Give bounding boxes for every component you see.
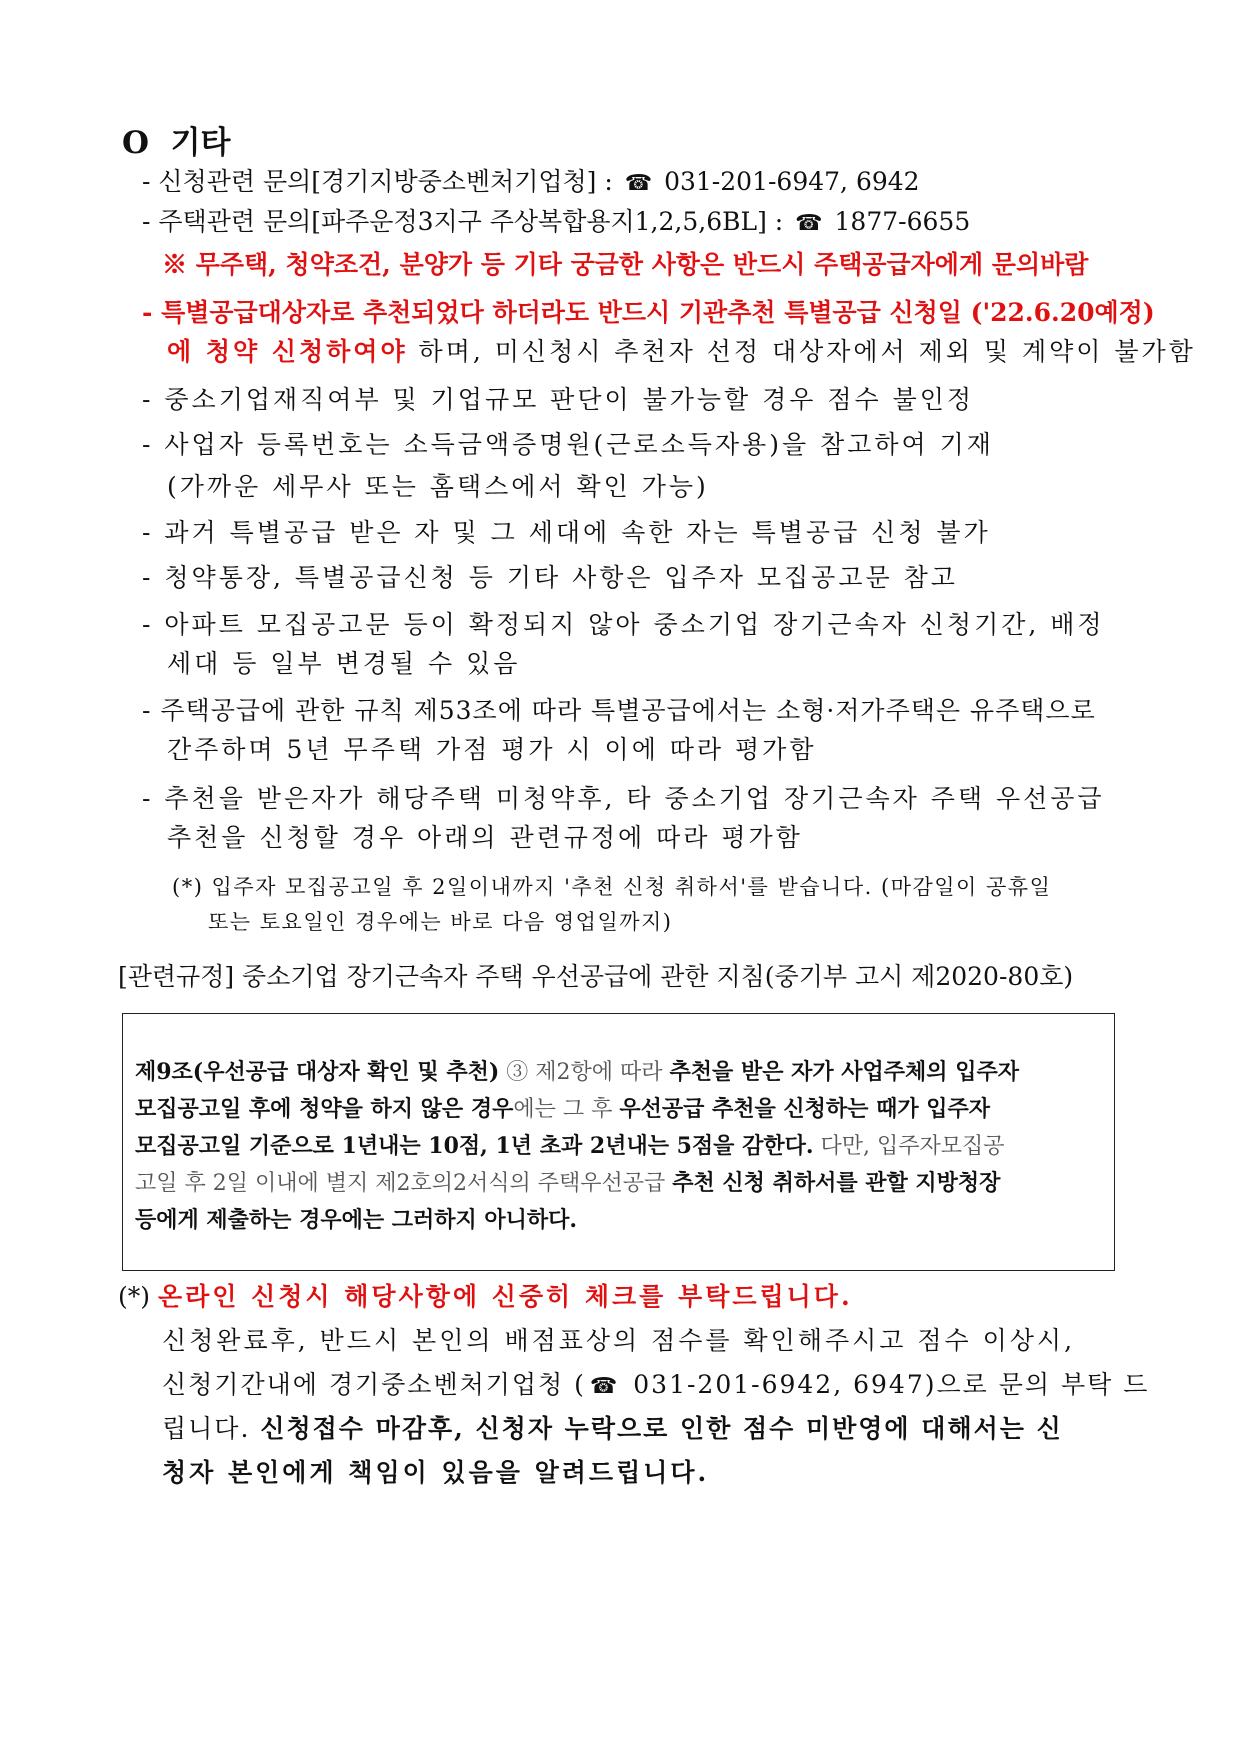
article-text: 다만, 입주자모집공 — [813, 1134, 1005, 1159]
closing-bold-text: 신청접수 마감후, 신청자 누락으로 인한 점수 미반영에 대해서는 신 — [260, 1414, 1063, 1443]
apartment-line-2: 세대 등 일부 변경될 수 있음 — [167, 649, 521, 678]
recommend-line-2: 추천을 신청할 경우 아래의 관련규정에 따라 평가함 — [167, 823, 803, 852]
rule53-line-2: 간주하며 5년 무주택 가점 평가 시 이에 따라 평가함 — [167, 735, 817, 764]
biz-number-line-1: - 사업자 등록번호는 소득금액증명원(근로소득자용)을 참고하여 기재 — [142, 430, 994, 459]
housing-contact — [142, 205, 970, 241]
closing-line-5: 청자 본인에게 책임이 있음을 알려드립니다. — [162, 1458, 710, 1487]
housing-contact-number: 1877-6655 — [834, 207, 971, 236]
article-text: ③ 제2항에 따라 — [499, 1060, 670, 1085]
closing-marker: (*) — [118, 1282, 151, 1311]
section-bullet: O — [122, 125, 150, 161]
rule53-line-1: - 주택공급에 관한 규칙 제53조에 따라 특별공급에서는 소형·저가주택은 유주택으로 — [142, 696, 1096, 725]
article-text: 추천 신청 취하서를 관할 지방청장 — [672, 1170, 1001, 1196]
section-title — [122, 126, 231, 160]
apply-contact-label: - 신청관련 문의[경기지방중소벤처기업청] : — [142, 167, 613, 196]
employment-item: - 중소기업재직여부 및 기업규모 판단이 불가능할 경우 점수 불인정 — [142, 385, 975, 414]
section-title-text: 기타 — [170, 125, 231, 161]
regulation-heading: [관련규정] 중소기업 장기근속자 주택 우선공급에 관한 지침(중기부 고시 제2020-80호) — [118, 962, 1074, 991]
closing-text: 립니다. — [162, 1414, 261, 1443]
inquiry-notice: ※ 무주택, 청약조건, 분양가 등 기타 궁금한 사항은 반드시 주택공급자에게 문의바람 — [162, 250, 1089, 279]
bankbook-item: - 청약통장, 특별공급신청 등 기타 사항은 입주자 모집공고문 참고 — [142, 563, 958, 592]
apply-contact-number: 031-201-6947, 6942 — [664, 167, 920, 196]
closing-text: 신청기간내에 경기중소벤처기업청 ( — [162, 1370, 586, 1399]
closing-red-text: 온라인 신청시 해당사항에 신중히 체크를 부탁드립니다. — [157, 1282, 853, 1311]
closing-line-1 — [118, 1280, 853, 1314]
article-text: 고일 후 2일 이내에 별지 제2호의2서식의 주택우선공급 — [135, 1171, 673, 1196]
article-text: 등에게 제출하는 경우에는 그러하지 아니하다. — [135, 1207, 578, 1233]
article-text: 모집공고일 후에 청약을 하지 않은 경우 — [135, 1096, 514, 1122]
regulation-box — [122, 1013, 1115, 1271]
special-supply-line-2 — [167, 335, 1196, 369]
closing-text: 031-201-6942, 6947)으로 문의 부탁 드 — [623, 1370, 1150, 1399]
article-text: 모집공고일 기준으로 1년내는 10점, 1년 초과 2년내는 5점을 감한다. — [135, 1133, 814, 1159]
article-text: 에는 그 후 — [513, 1097, 620, 1122]
withdrawal-note-line-2: 또는 토요일인 경우에는 바로 다음 영업일까지) — [208, 910, 673, 934]
regulation-line-5 — [135, 1205, 577, 1236]
regulation-line-4 — [135, 1168, 1000, 1199]
special-supply-line-1: - 특별공급대상자로 추천되었다 하더라도 반드시 기관추천 특별공급 신청일 ('22.6.20예정) — [142, 298, 1155, 327]
phone-icon: ☎ — [795, 211, 823, 236]
past-special-item: - 과거 특별공급 받은 자 및 그 세대에 속한 자는 특별공급 신청 불가 — [142, 518, 991, 547]
apply-contact — [142, 165, 920, 201]
biz-number-line-2: (가까운 세무사 또는 홈택스에서 확인 가능) — [167, 472, 709, 501]
special-supply-rest-text: 하며, 미신청시 추천자 선정 대상자에서 제외 및 계약이 불가함 — [407, 337, 1196, 366]
housing-contact-label: - 주택관련 문의[파주운정3지구 주상복합용지1,2,5,6BL] : — [142, 207, 784, 236]
article-title: 제9조(우선공급 대상자 확인 및 추천) — [135, 1059, 500, 1085]
phone-icon: ☎ — [589, 1374, 620, 1399]
special-supply-red-text: 에 청약 신청하여야 — [167, 337, 408, 366]
regulation-line-1 — [135, 1057, 1019, 1088]
regulation-line-3 — [135, 1131, 1005, 1162]
article-text: 추천을 받은 자가 사업주체의 입주자 — [669, 1059, 1019, 1085]
closing-line-3 — [162, 1368, 1149, 1404]
recommend-line-1: - 추천을 받은자가 해당주택 미청약후, 타 중소기업 장기근속자 주택 우선공급 — [142, 784, 1105, 813]
phone-icon: ☎ — [624, 171, 653, 196]
article-text: 우선공급 추천을 신청하는 때가 입주자 — [619, 1096, 991, 1122]
regulation-line-2 — [135, 1094, 990, 1125]
apartment-line-1: - 아파트 모집공고문 등이 확정되지 않아 중소기업 장기근속자 신청기간, 배정 — [142, 610, 1105, 639]
closing-line-2: 신청완료후, 반드시 본인의 배점표상의 점수를 확인해주시고 점수 이상시, — [162, 1326, 1076, 1355]
closing-line-4 — [162, 1412, 1063, 1446]
withdrawal-note-line-1: (*) 입주자 모집공고일 후 2일이내까지 '추천 신청 취하서'를 받습니다. (마감일이 공휴일 — [172, 875, 1052, 899]
